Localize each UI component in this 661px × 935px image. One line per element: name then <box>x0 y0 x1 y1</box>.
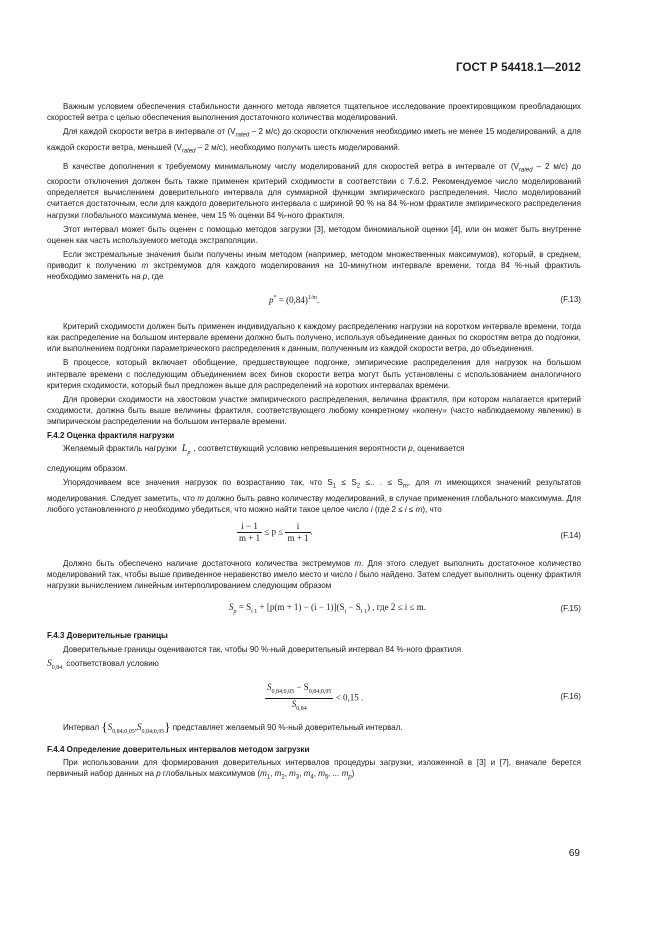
symbol: m <box>318 768 325 778</box>
paragraph: следующим образом. <box>47 464 128 474</box>
text-span: , соответствующий условию непревышения вероятности <box>193 444 409 454</box>
symbol: p <box>156 768 161 778</box>
text-span: = (0,84) <box>276 295 308 306</box>
text-span: Для каждой скорости ветра в интервале от (V <box>63 127 236 137</box>
symbol: m <box>274 768 282 778</box>
subscript: p <box>233 609 237 616</box>
text-span: ) , где 2 ≤ i ≤ m. <box>367 602 426 613</box>
denominator <box>265 699 333 715</box>
subscript: 1 <box>332 483 337 490</box>
symbol: p <box>408 444 413 454</box>
symbol: i <box>404 505 407 515</box>
formula-number: (F.15) <box>560 604 581 614</box>
symbol: m <box>434 478 442 488</box>
text-span: ≤ <box>406 505 416 515</box>
fraction <box>285 521 310 544</box>
subscript: i 1 <box>251 609 258 616</box>
text-span: Интервал <box>63 722 102 732</box>
text-span: , оценивается <box>412 444 465 454</box>
text-span: ≤ p ≤ <box>262 526 286 537</box>
text-span: – 2 м/с) до скорости отключения необходимо иметь не менее 15 моделирований, а для каждой скорости ветра, меньшей (V <box>47 127 581 152</box>
paragraph <box>47 718 581 738</box>
paragraph <box>47 658 581 674</box>
fraction <box>265 682 333 715</box>
text-span: = S <box>236 602 252 613</box>
symbol: S <box>229 602 234 613</box>
formula-f16 <box>47 678 581 716</box>
subscript: 0,84 <box>51 664 63 671</box>
section-heading: F.4.3 Доверительные границы <box>47 631 168 641</box>
subscript: 0,84;0,95 <box>141 728 165 735</box>
subscript: rated <box>181 148 196 155</box>
subscript: 3 <box>295 774 300 781</box>
symbol: ,S <box>134 721 142 732</box>
subscript: 4 <box>310 774 314 781</box>
symbol: m <box>303 768 311 778</box>
symbol: m <box>260 768 267 778</box>
text-span: При использовании для формирования доверительных интервалов процедуры загрузки, изложенной в [3] и [7], вначале берется первичный набор данных на <box>47 757 581 778</box>
text-span: глобальных максимумов ( <box>160 768 261 778</box>
text-span: – 2 м/с) до скорости отключения должен быть также применен критерий сходимости в соответствии с 7.6.2. Рекомендуемое число моделирований определяется вычислением доверительного интервала для суммарной функции эмпирического распределения. Число моделирований считается достаточным, если для каждого доверительного интервала с шириной 90 % на 84 %-ном фрактиле эмпирического распределения нагрузки глобального максимума менее, чем 15 % оценки 84 %-ного фрактиля. <box>47 161 581 220</box>
fraction <box>237 521 262 544</box>
subscript: i 1 <box>360 609 367 616</box>
formula-number: (F.16) <box>560 691 581 701</box>
symbol: m <box>141 260 149 270</box>
formula-f13 <box>47 286 581 316</box>
subscript: rated <box>518 167 533 174</box>
subscript: i <box>344 609 347 616</box>
text-span: В качестве дополнения к требуемому минимальному числу моделирований для скоростей ветра в интервале от (V <box>63 161 519 171</box>
symbol: i <box>354 570 357 580</box>
symbol: S <box>291 698 297 709</box>
symbol: p <box>137 505 142 515</box>
paragraph: Для проверки сходимости на хвостовом участке эмпирического распределения, величина фрактиля, при котором налагается критерий сходимости, должна быть выше величины фрактиля, соответствующего любому конкретному «колену» (часто наблюдаемому явлению) в эмпирическом распределении на большом интервале времени. <box>47 394 581 426</box>
denominator: m + 1 <box>287 533 309 544</box>
symbol: m <box>289 768 296 778</box>
page-number: 69 <box>568 848 580 859</box>
text-span: Упорядочиваем все значения нагрузок по возрастанию так, что S <box>63 478 333 488</box>
subscript: 2 <box>281 774 285 781</box>
text-span: ) <box>351 768 355 778</box>
formula-number: (F.14) <box>560 531 581 541</box>
page-content <box>47 101 581 786</box>
text-span: , где <box>147 272 164 282</box>
paragraph: Доверительные границы оцениваются так, чтобы 90 %-ный доверительный интервал 84 %-ного фрактиля <box>63 644 462 654</box>
subscript: rated <box>235 132 250 139</box>
paragraph: В процессе, который включает обобщение, предшествующее подгонке, эмпирические распределения для нагрузок на большом интервале времени с последующим объединением всех бинов скорости ветра могут быть установлены с использованием аналогичного критерия сходимости, который был предложен выше для распределений на коротких интервалах времени. <box>47 358 581 390</box>
paragraph: Критерий сходимости должен быть применен индивидуально к каждому распределению нагрузки на коротком интервале времени, тогда как распределение на большом интервале времени должно быть получено, используя объединение данных по скоростям ветра до подгонки, или выполнением подгонки параметрического распределения к данным, полученным из каждой скорости ветра, до объединения. <box>47 322 581 354</box>
paragraph: Важным условием обеспечения стабильности данного метода является тщательное исследование проектировщиком преобладающих скоростей ветра с целью обеспечения выполнения достаточного количества моделирований. <box>47 102 581 123</box>
text-span: . <box>316 295 320 306</box>
formula-expression <box>229 602 426 618</box>
formula-f15 <box>47 595 581 625</box>
text-span: . Для этого следует выполнить достаточное количество моделирований так, чтобы выше приведенное неравенство имело место и число <box>47 559 582 580</box>
symbol: i <box>370 505 373 515</box>
text-span: должно быть равно количеству моделирований, в случае применения глобального максимума. Для любого установленного <box>47 493 581 515</box>
exponent: 1/m <box>307 295 317 302</box>
subscript: p <box>348 774 352 781</box>
formula-number: (F.13) <box>560 295 581 305</box>
symbol: m <box>415 505 423 515</box>
numerator <box>265 682 333 699</box>
text-span: , для <box>407 478 435 488</box>
paragraph <box>47 161 581 221</box>
formula-expression <box>237 521 313 544</box>
paragraph: Этот интервал может быть оценен с помощью методов загрузки [3], методом биномиальной оценки [4], или он может быть внутренне оценен как часть используемого метода экстраполяции. <box>47 224 581 245</box>
formula-expression <box>265 682 363 715</box>
text-span: ≤ S <box>336 478 357 488</box>
brace: } <box>164 718 171 734</box>
text-span: Если экстремальные значения были получены иным методом (например, методом множественных максимумов), который, в среднем, приводит к получению <box>47 249 581 270</box>
symbol: , ... m <box>328 768 349 778</box>
subscript: p <box>187 450 191 457</box>
formula-expression <box>269 293 319 306</box>
text-span: было найдено. Затем следует выполнить оценку фрактиля нагрузки вычислением линейным интерполированием следующим образом <box>47 570 581 591</box>
text-span: имеющихся значений результатов моделирования. Следует заметить, что <box>47 478 581 503</box>
text-span: − S <box>346 602 361 613</box>
superscript: * <box>273 295 277 302</box>
paragraph <box>47 126 581 157</box>
subscript: 5 <box>324 774 329 781</box>
text-span: экстремумов для каждого моделирования на 10-минутном интервале времени, тогда 84 %-ный фрактиль необходимо заменить на <box>47 260 581 282</box>
text-span: Должно быть обеспечено наличие достаточного количества экстремумов <box>63 559 355 569</box>
paragraph <box>47 249 581 282</box>
text-span: – 2 м/с), необходимо получить шесть моделирований. <box>195 142 400 152</box>
section-heading: F.4.4 Определение доверительных интервалов методом загрузки <box>47 744 310 754</box>
symbol: S <box>107 721 113 732</box>
brace: { <box>101 718 108 734</box>
symbol: m <box>197 493 204 503</box>
subscript: m <box>402 483 408 490</box>
paragraph <box>47 477 581 515</box>
numerator: i − 1 <box>237 521 262 533</box>
symbol: S <box>47 658 52 669</box>
subscript: 2 <box>356 483 361 490</box>
text-span: ), что <box>422 505 442 515</box>
symbol: p <box>142 272 148 282</box>
subscript: 0,84;0,95 <box>308 688 332 695</box>
subscript: 0,84 <box>296 705 307 712</box>
section-heading: F.4.2 Оценка фрактиля нагрузки <box>47 430 175 440</box>
text-span: − S <box>294 681 309 692</box>
subscript: 0,84;0,05 <box>112 728 135 735</box>
subscript: 1 <box>266 774 271 781</box>
text-span: < 0,15 . <box>333 692 364 703</box>
symbol: L <box>181 443 188 455</box>
text-span: . <box>310 526 313 537</box>
paragraph: При использовании для формирования доверительных интервалов процедуры загрузки, изложенной в [3] и [7], вначале берется первичный набор данных на p глобальных максимумов ($m_1$, $m_2$, $m_3$, $m_4$, $m_5$, ... $m_p$) <box>47 757 581 781</box>
subscript: 0,84;0,05 <box>271 688 295 695</box>
paragraph <box>47 443 581 459</box>
formula-f14 <box>47 519 581 553</box>
text-span: + [p(m + 1) − (i − 1)](S <box>257 602 345 613</box>
symbol: S <box>267 681 272 692</box>
document-id: ГОСТ Р 54418.1—2012 <box>456 62 581 74</box>
symbol: m <box>354 559 362 569</box>
numerator: i <box>285 521 310 533</box>
text-span: представляет желаемый 90 %-ный доверительный интервал. <box>170 722 403 732</box>
denominator: m + 1 <box>239 533 261 544</box>
text-span: ≤.. . ≤ S <box>360 478 403 488</box>
text-span: Желаемый фрактиль нагрузки <box>63 444 179 454</box>
text-span: (где 2 ≤ <box>372 505 405 515</box>
paragraph <box>47 558 581 591</box>
text-span: необходимо убедиться, что можно найти такое целое число <box>141 505 371 515</box>
symbol: p <box>269 295 274 306</box>
text-span: соответствовал условию <box>66 658 159 668</box>
